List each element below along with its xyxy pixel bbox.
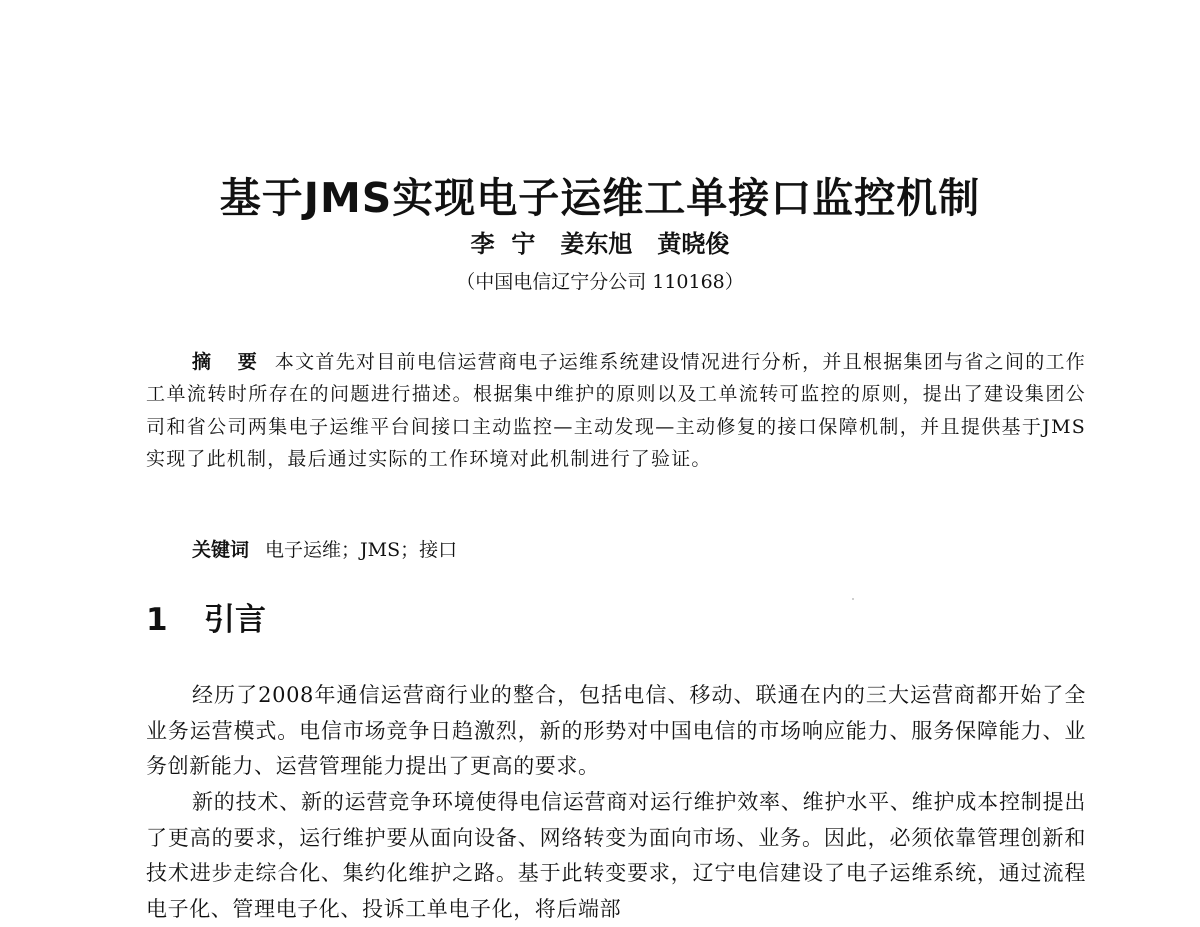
paper-title: 基于JMS实现电子运维工单接口监控机制 (219, 174, 981, 222)
body-paragraph: 经历了2008年通信运营商行业的整合，包括电信、移动、联通在内的三大运营商都开始了全业务运营模式。电信市场竞争日趋激烈，新的形势对中国电信的市场响应能力、服务保障能力、业务创新能力、运营管理能力提出了更高的要求。 (146, 683, 1086, 778)
keywords (192, 534, 457, 566)
scan-speck (852, 598, 854, 600)
author-affiliation: （中国电信辽宁分公司 110168） (456, 271, 744, 293)
keywords-label: 关键词 (192, 539, 250, 561)
keywords-text: 电子运维；JMS；接口 (265, 539, 458, 561)
author-list: 李 宁 姜东旭 黄晓俊 (470, 230, 730, 258)
abstract (146, 346, 1086, 476)
body-paragraph: 新的技术、新的运营竞争环境使得电信运营商对运行维护效率、维护水平、维护成本控制提出了更高的要求，运行维护要从面向设备、网络转变为面向市场、业务。因此，必须依靠管理创新和技术进步走综合化、集约化维护之路。基于此转变要求，辽宁电信建设了电子运维系统，通过流程电子化、管理电子化、投诉工单电子化，将后端部 (146, 790, 1086, 921)
section-heading (146, 596, 266, 644)
section-title: 引言 (204, 602, 266, 638)
abstract-label: 摘 要 (192, 351, 267, 373)
section-number: 1 (146, 602, 168, 638)
abstract-text: 本文首先对目前电信运营商电子运维系统建设情况进行分析，并且根据集团与省之间的工作工单流转时所存在的问题进行描述。根据集中维护的原则以及工单流转可监控的原则，提出了建设集团公司和省公司两集电子运维平台间接口主动监控—主动发现—主动修复的接口保障机制，并且提供基于JMS实现了此机制，最后通过实际的工作环境对此机制进行了验证。 (146, 351, 1086, 471)
